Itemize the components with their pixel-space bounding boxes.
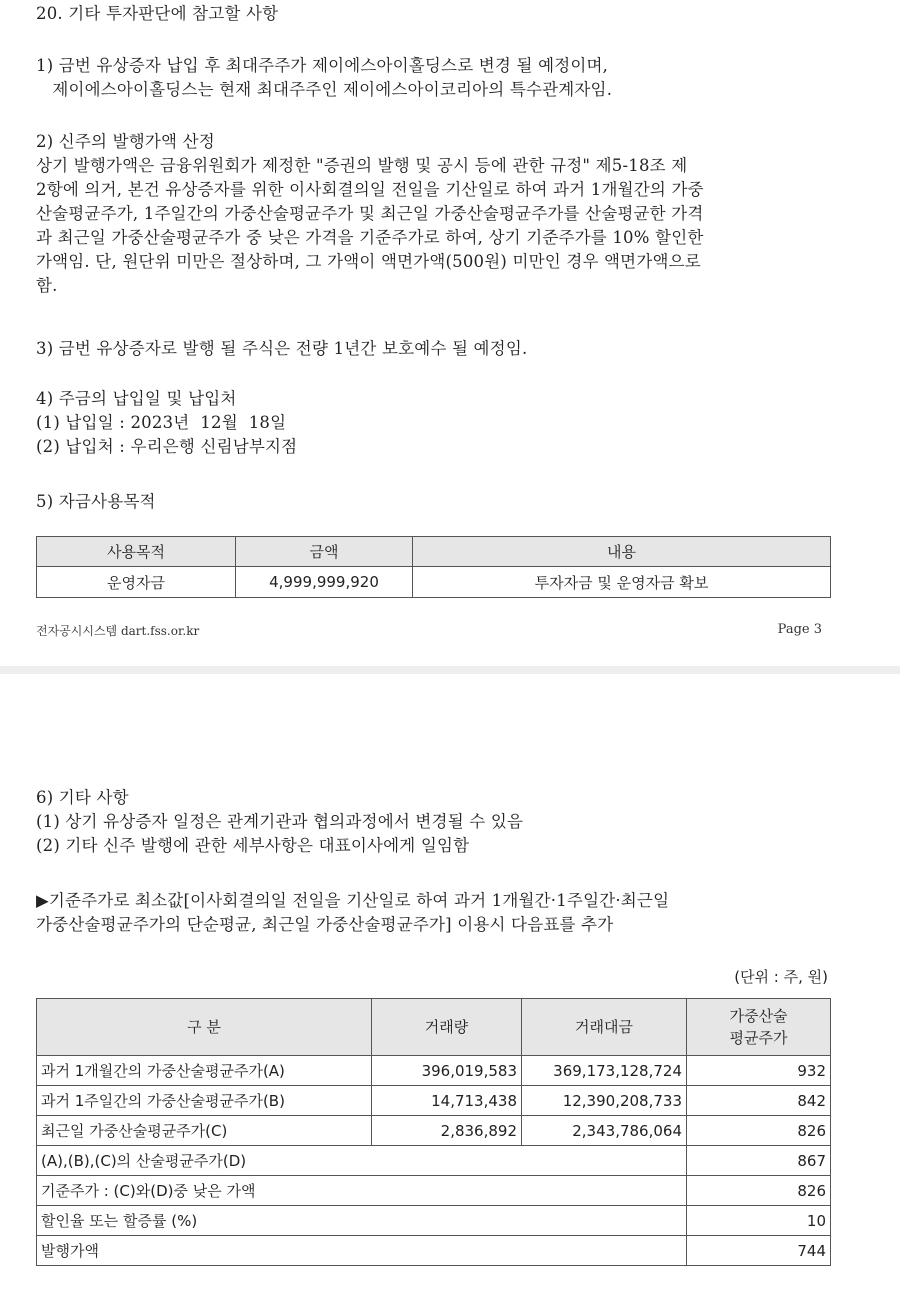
page-number: Page 3 (777, 622, 822, 637)
header-cell: 거래대금 (522, 999, 687, 1056)
section-heading: 20. 기타 투자판단에 참고할 사항 (36, 4, 279, 23)
table-cell: (A),(B),(C)의 산술평균주가(D) (37, 1146, 687, 1176)
table-cell: 12,390,208,733 (522, 1086, 687, 1116)
item-5: 5) 자금사용목적 (36, 492, 156, 511)
page-separator (0, 666, 900, 674)
unit-label: (단위 : 주, 원) (734, 968, 828, 986)
item-2-line: 가액임. 단, 원단위 미만은 절상하며, 그 가액이 액면가액(500원) 미만인 경우 액면가액으로 (36, 252, 701, 271)
header-cell: 거래량 (372, 999, 522, 1056)
base-price-note (36, 889, 836, 937)
header-cell: 사용목적 (37, 537, 236, 567)
header-cell: 금액 (236, 537, 413, 567)
item-2-line: 2) 신주의 발행가액 산정 (36, 132, 215, 151)
item-4-line: (1) 납입일 : 2023년 12월 18일 (36, 413, 287, 432)
item-4-line: 4) 주금의 납입일 및 납입처 (36, 389, 237, 408)
table-cell: 2,836,892 (372, 1116, 522, 1146)
table-cell: 4,999,999,920 (236, 567, 413, 598)
summary-row (37, 1146, 831, 1176)
note-line: 가중산술평균주가의 단순평균, 최근일 가중산술평균주가] 이용시 다음표를 추가 (36, 915, 614, 934)
header-cell: 구 분 (37, 999, 372, 1056)
table-cell: 운영자금 (37, 567, 236, 598)
table-cell: 396,019,583 (372, 1056, 522, 1086)
item-3: 3) 금번 유상증자로 발행 될 주식은 전량 1년간 보호예수 될 예정임. (36, 339, 528, 358)
table-cell: 867 (687, 1146, 831, 1176)
table-row (37, 1086, 831, 1116)
table-cell: 최근일 가중산술평균주가(C) (37, 1116, 372, 1146)
table-cell: 14,713,438 (372, 1086, 522, 1116)
item-4 (36, 387, 836, 459)
item-1-line: 제이에스아이홀딩스는 현재 최대주주인 제이에스아이코리아의 특수관계자임. (36, 80, 613, 99)
summary-row (37, 1236, 831, 1266)
header-line: 평균주가 (729, 1029, 788, 1047)
item-2 (36, 130, 836, 298)
table-cell: 할인율 또는 할증률 (%) (37, 1206, 687, 1236)
price-calculation-table (36, 998, 831, 1266)
table-cell: 842 (687, 1086, 831, 1116)
table-cell: 발행가액 (37, 1236, 687, 1266)
table-cell: 과거 1개월간의 가중산술평균주가(A) (37, 1056, 372, 1086)
item-1 (36, 54, 836, 102)
table-cell: 369,173,128,724 (522, 1056, 687, 1086)
item-2-line: 함. (36, 276, 58, 295)
item-6-line: (2) 기타 신주 발행에 관한 세부사항은 대표이사에게 일임함 (36, 836, 470, 855)
table-cell: 10 (687, 1206, 831, 1236)
footer-source: 전자공시시스템 dart.fss.or.kr (36, 624, 200, 638)
table-cell: 826 (687, 1116, 831, 1146)
item-2-line: 2항에 의거, 본건 유상증자를 위한 이사회결의일 전일을 기산일로 하여 과거 1개월간의 가중 (36, 180, 704, 199)
summary-row (37, 1176, 831, 1206)
table-row (37, 1116, 831, 1146)
table-header-row (37, 999, 831, 1056)
item-2-line: 과 최근일 가중산술평균주가 중 낮은 가격을 기준주가로 하여, 상기 기준주가를 10% 할인한 (36, 228, 704, 247)
item-1-line: 1) 금번 유상증자 납입 후 최대주주가 제이에스아이홀딩스로 변경 될 예정이며, (36, 56, 609, 75)
item-2-line: 상기 발행가액은 금융위원회가 제정한 "증권의 발행 및 공시 등에 관한 규정" 제5-18조 제 (36, 156, 688, 175)
item-4-line: (2) 납입처 : 우리은행 신림남부지점 (36, 437, 298, 456)
item-6-line: 6) 기타 사항 (36, 788, 129, 807)
table-cell: 932 (687, 1056, 831, 1086)
header-line: 가중산술 (729, 1007, 788, 1025)
item-2-line: 산술평균주가, 1주일간의 가중산술평균주가 및 최근일 가중산술평균주가를 산술평균한 가격 (36, 204, 704, 223)
item-6 (36, 786, 836, 858)
header-cell (687, 999, 831, 1056)
table-cell: 투자자금 및 운영자금 확보 (413, 567, 831, 598)
table-row (37, 1056, 831, 1086)
fund-usage-table (36, 536, 831, 598)
table-row (37, 567, 831, 598)
table-cell: 744 (687, 1236, 831, 1266)
summary-row (37, 1206, 831, 1236)
item-6-line: (1) 상기 유상증자 일정은 관계기관과 협의과정에서 변경될 수 있음 (36, 812, 524, 831)
table-cell: 기준주가 : (C)와(D)중 낮은 가액 (37, 1176, 687, 1206)
table-cell: 826 (687, 1176, 831, 1206)
header-cell: 내용 (413, 537, 831, 567)
table-cell: 과거 1주일간의 가중산술평균주가(B) (37, 1086, 372, 1116)
note-line: ▶기준주가로 최소값[이사회결의일 전일을 기산일로 하여 과거 1개월간·1주일간·최근일 (36, 891, 670, 910)
table-header-row (37, 537, 831, 567)
table-cell: 2,343,786,064 (522, 1116, 687, 1146)
